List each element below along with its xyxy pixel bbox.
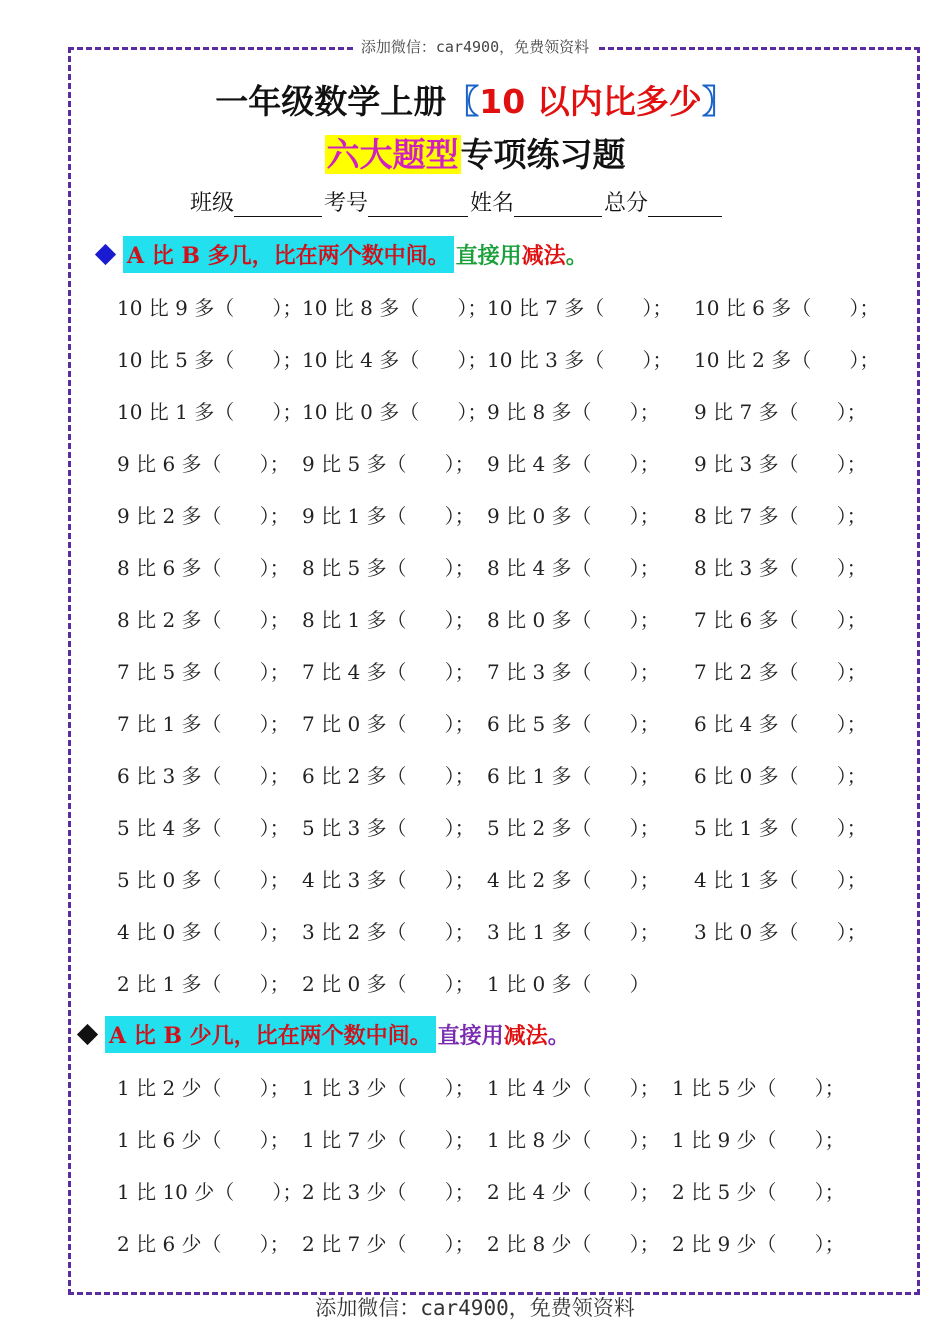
class-blank[interactable] [234,194,322,217]
page-title [0,76,950,123]
exercise-item[interactable]: 9 比 5 多（ ）； [302,452,475,476]
exercise-item[interactable]: 7 比 3 多（ ）； [487,660,660,684]
exercise-item[interactable]: 2 比 7 少（ ）； [302,1232,475,1256]
exercise-item[interactable]: 8 比 1 多（ ）； [302,608,475,632]
exercise-item[interactable]: 1 比 9 少（ ）； [672,1128,845,1152]
score-blank[interactable] [648,194,722,217]
exercise-item[interactable]: 10 比 8 多（ ）； [302,296,488,320]
subtitle-rest: 专项练习题 [460,135,626,174]
exercise-item[interactable]: 2 比 5 少（ ）； [672,1180,845,1204]
exercise-item[interactable]: 2 比 3 少（ ）； [302,1180,475,1204]
exercise-item[interactable]: 8 比 6 多（ ）； [117,556,290,580]
exercise-item[interactable]: 4 比 0 多（ ）； [117,920,290,944]
exercise-item[interactable]: 5 比 1 多（ ）； [694,816,867,840]
exercise-item[interactable]: 3 比 1 多（ ）； [487,920,660,944]
exercise-item[interactable]: 9 比 7 多（ ）； [694,400,867,424]
section1-highlight: A 比 B 多几，比在两个数中间。 [123,236,454,273]
exercise-item[interactable]: 4 比 3 多（ ）； [302,868,475,892]
exercise-item[interactable]: 2 比 8 少（ ）； [487,1232,660,1256]
exercise-item[interactable]: 9 比 6 多（ ）； [117,452,290,476]
exercise-item[interactable]: 10 比 4 多（ ）； [302,348,488,372]
section2-tail-red: 减法 [503,1023,548,1049]
exercise-item[interactable]: 9 比 8 多（ ）； [487,400,660,424]
exercise-item[interactable]: 2 比 0 多（ ）； [302,972,475,996]
exercise-item[interactable]: 1 比 0 多（ ） [487,972,650,996]
exercise-item[interactable]: 2 比 6 少（ ）； [117,1232,290,1256]
exercise-item[interactable]: 10 比 6 多（ ）； [694,296,880,320]
exercise-item[interactable]: 8 比 3 多（ ）； [694,556,867,580]
exercise-item[interactable]: 9 比 2 多（ ）； [117,504,290,528]
section1-heading [98,236,588,273]
diamond-bullet-icon [77,1024,98,1045]
exercise-item[interactable]: 1 比 4 少（ ）； [487,1076,660,1100]
exercise-item[interactable]: 7 比 4 多（ ）； [302,660,475,684]
exercise-item[interactable]: 2 比 4 少（ ）； [487,1180,660,1204]
exercise-item[interactable]: 2 比 1 多（ ）； [117,972,290,996]
exercise-item[interactable]: 8 比 7 多（ ）； [694,504,867,528]
number-blank[interactable] [368,194,468,217]
exercise-item[interactable]: 8 比 5 多（ ）； [302,556,475,580]
section1-tail-red: 减法 [521,243,566,269]
exercise-item[interactable]: 6 比 2 多（ ）； [302,764,475,788]
exercise-item[interactable]: 1 比 2 少（ ）； [117,1076,290,1100]
exercise-item[interactable]: 10 比 1 多（ ）； [117,400,303,424]
exercise-item[interactable]: 1 比 10 少（ ）； [117,1180,303,1204]
student-info-line [190,186,724,217]
exercise-item[interactable]: 7 比 5 多（ ）； [117,660,290,684]
exercise-item[interactable]: 10 比 5 多（ ）； [117,348,303,372]
diamond-bullet-icon [95,244,116,265]
section2-tail-purple: 直接用 [437,1023,504,1049]
exercise-item[interactable]: 1 比 8 少（ ）； [487,1128,660,1152]
section2-highlight: A 比 B 少几，比在两个数中间。 [105,1016,436,1053]
exercise-item[interactable]: 10 比 3 多（ ）； [487,348,673,372]
exercise-item[interactable]: 3 比 0 多（ ）； [694,920,867,944]
exercise-item[interactable]: 4 比 1 多（ ）； [694,868,867,892]
exercise-item[interactable]: 1 比 6 少（ ）； [117,1128,290,1152]
class-label: 班级 [190,191,235,216]
exercise-item[interactable]: 1 比 3 少（ ）； [302,1076,475,1100]
exercise-item[interactable]: 4 比 2 多（ ）； [487,868,660,892]
exercise-item[interactable]: 6 比 3 多（ ）； [117,764,290,788]
exercise-item[interactable]: 8 比 2 多（ ）； [117,608,290,632]
exercise-item[interactable]: 3 比 2 多（ ）； [302,920,475,944]
exercise-item[interactable]: 10 比 9 多（ ）； [117,296,303,320]
exercise-item[interactable]: 9 比 3 多（ ）； [694,452,867,476]
exercise-item[interactable]: 9 比 4 多（ ）； [487,452,660,476]
exercise-item[interactable]: 5 比 2 多（ ）； [487,816,660,840]
exercise-item[interactable]: 5 比 3 多（ ）； [302,816,475,840]
exercise-item[interactable]: 6 比 0 多（ ）； [694,764,867,788]
number-label: 考号 [324,191,369,216]
subtitle-highlight: 六大题型 [326,135,459,174]
exercise-item[interactable]: 7 比 2 多（ ）； [694,660,867,684]
score-label: 总分 [604,191,649,216]
exercise-item[interactable]: 5 比 4 多（ ）； [117,816,290,840]
section1-tail-green: 直接用 [455,243,522,269]
title-bracket-open: 〖 [446,82,480,121]
section1-tail-end: 。 [565,243,588,269]
exercise-item[interactable]: 8 比 4 多（ ）； [487,556,660,580]
exercise-item[interactable]: 1 比 5 少（ ）； [672,1076,845,1100]
name-blank[interactable] [514,194,602,217]
exercise-item[interactable]: 6 比 5 多（ ）； [487,712,660,736]
exercise-item[interactable]: 2 比 9 少（ ）； [672,1232,845,1256]
section2-tail-end: 。 [547,1023,570,1049]
exercise-item[interactable]: 10 比 7 多（ ）； [487,296,673,320]
exercise-item[interactable]: 9 比 1 多（ ）； [302,504,475,528]
watermark-bottom: 添加微信：car4900，免费领资料 [0,1292,950,1322]
exercise-item[interactable]: 10 比 0 多（ ）； [302,400,488,424]
exercise-item[interactable]: 10 比 2 多（ ）； [694,348,880,372]
exercise-item[interactable]: 6 比 4 多（ ）； [694,712,867,736]
exercise-item[interactable]: 8 比 0 多（ ）； [487,608,660,632]
exercise-item[interactable]: 7 比 0 多（ ）； [302,712,475,736]
exercise-item[interactable]: 9 比 0 多（ ）； [487,504,660,528]
title-bracket-close: 〗 [701,82,735,121]
exercise-item[interactable]: 1 比 7 少（ ）； [302,1128,475,1152]
exercise-item[interactable]: 7 比 1 多（ ）； [117,712,290,736]
exercise-item[interactable]: 6 比 1 多（ ）； [487,764,660,788]
page-subtitle [0,129,950,176]
exercise-item[interactable]: 7 比 6 多（ ）； [694,608,867,632]
watermark-top: 添加微信：car4900，免费领资料 [0,36,950,57]
title-main: 一年级数学上册 [215,82,447,121]
section2-heading [80,1016,570,1053]
title-topic: 10 以内比多少 [479,82,702,121]
name-label: 姓名 [470,191,515,216]
exercise-item[interactable]: 5 比 0 多（ ）； [117,868,290,892]
